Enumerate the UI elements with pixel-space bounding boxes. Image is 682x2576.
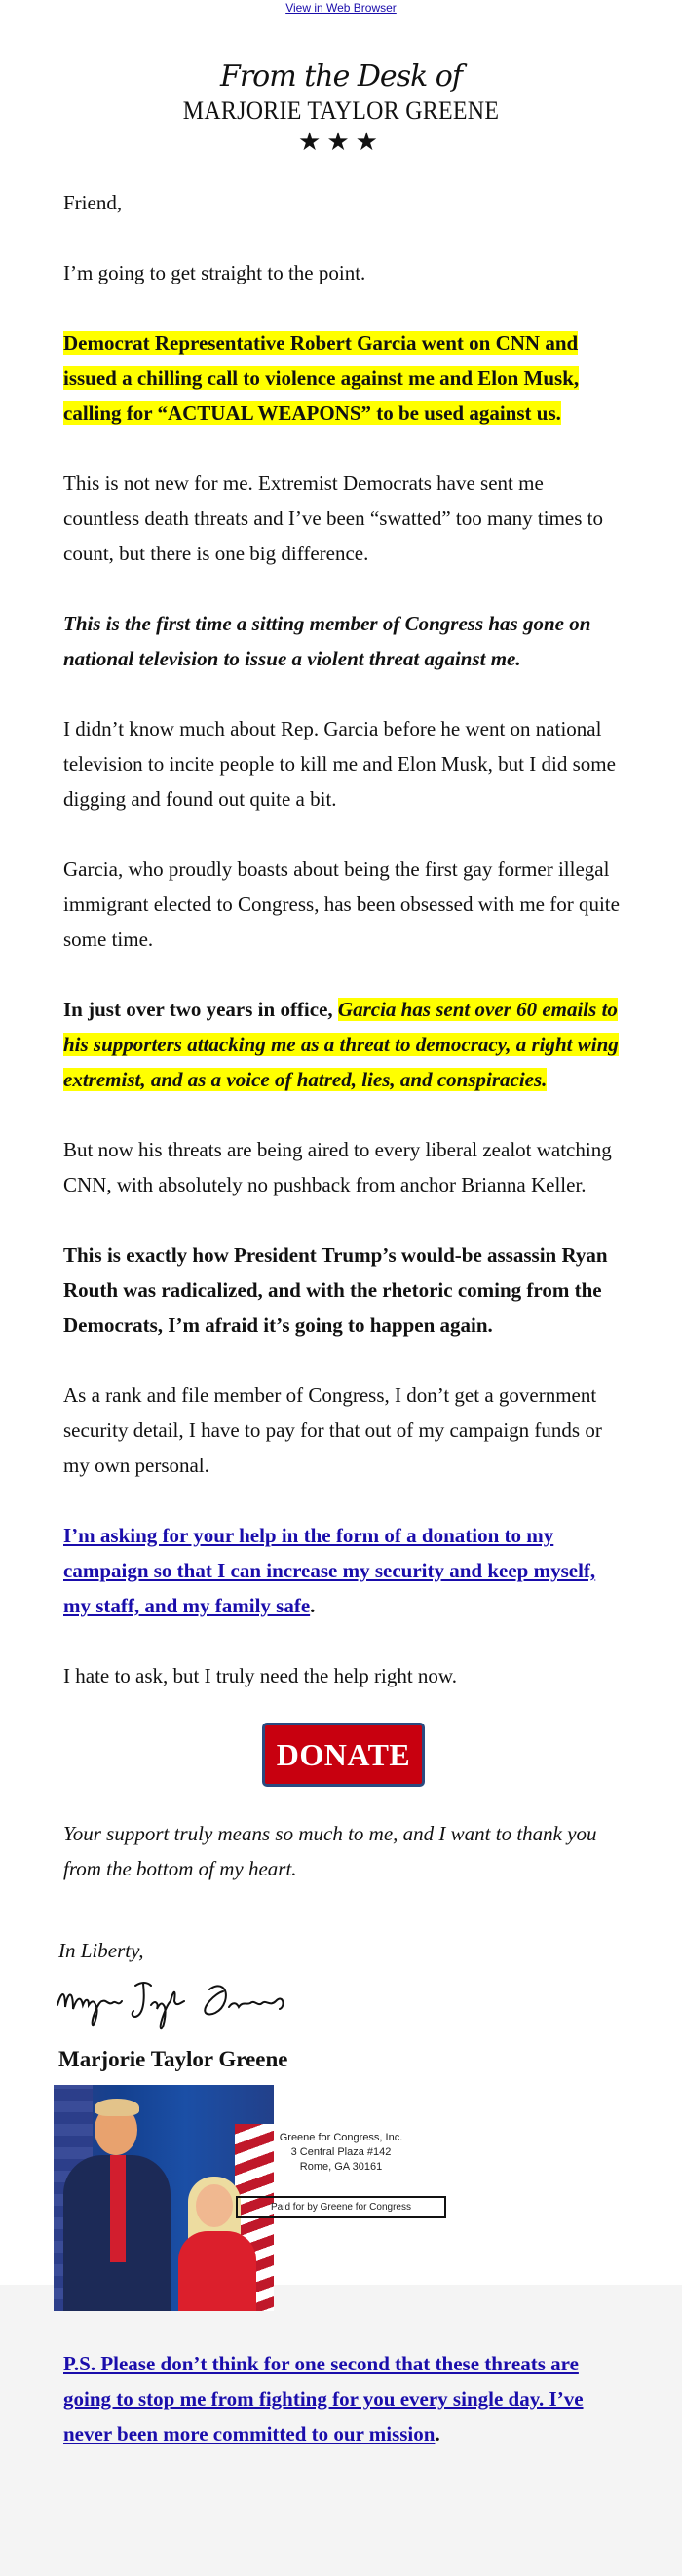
lead-text: In just over two years in office, [63,998,338,1021]
view-in-browser-link[interactable]: View in Web Browser [285,1,397,15]
sender-name-heading: MARJORIE TAYLOR GREENE [182,96,500,125]
paragraph: Garcia, who proudly boasts about being the first gay former illegal immigrant elected to Congress, has been obsessed with me for quite some time. [63,857,620,951]
paragraph-mixed [63,992,624,1097]
masthead [0,57,682,157]
footer [0,2131,682,2218]
footer-address-line2: Rome, GA 30161 [299,2161,383,2173]
donation-link[interactable]: I’m asking for your help in the form of a donation to my campaign so that I can increase my security and keep myself, my staff, and my family safe [63,1524,596,1617]
signature-icon [54,1972,307,2036]
period: . [310,1594,316,1617]
paragraph: I’m going to get straight to the point. [63,261,366,284]
paragraph: I didn’t know much about Rep. Garcia before he went on national television to incite people to kill me and Elon Musk, but I did some digging and found out quite a bit. [63,717,616,811]
greeting: Friend, [63,191,123,214]
stars-icon: ★★★ [298,128,384,156]
period: . [435,2422,440,2445]
paragraph-emphasis: This is the first time a sitting member of Congress has gone on national television to issue a violent threat against me. [63,612,591,670]
footer-address-line1: 3 Central Plaza #142 [290,2146,392,2158]
donate-button[interactable]: DONATE [262,1723,426,1787]
highlighted-text: Democrat Representative Robert Garcia went on CNN and issued a chilling call to violence against me and Elon Musk, calling for “ACTUAL WEAPONS” to be used against us. [63,331,580,425]
paragraph: I hate to ask, but I truly need the help right now. [63,1664,457,1687]
paragraph-bold: This is exactly how President Trump’s would-be assassin Ryan Routh was radicalized, and with the rhetoric coming from the Democrats, I’m afraid it’s going to happen again. [63,1243,608,1337]
postscript-link[interactable]: P.S. Please don’t think for one second that these threats are going to stop me from fighting for you every single day. I’ve never been more committed to our mission [63,2352,584,2445]
paragraph: As a rank and file member of Congress, I don’t get a government security detail, I have to pay for that out of my campaign funds or my own personal. [63,1383,602,1477]
signed-name: Marjorie Taylor Greene [58,2047,288,2071]
closing: In Liberty, [58,1939,144,1962]
donate-container [63,1723,624,1787]
paragraph-highlighted [63,325,624,431]
highlighted-text: Garcia has sent over 60 emails to his supporters attacking me as a threat to democracy, a right wing extremist, and as a voice of hatred, lies, and conspiracies. [63,998,619,1091]
paragraph: But now his threats are being aired to every liberal zealot watching CNN, with absolutely no pushback from anchor Brianna Keller. [63,1138,612,1196]
postscript [63,2346,624,2451]
paid-for-disclaimer: Paid for by Greene for Congress [236,2196,446,2218]
signature-image [54,1972,624,2036]
person-hair [95,2099,139,2116]
paragraph: This is not new for me. Extremist Democrats have sent me countless death threats and I’ve been “swatted” too many times to count, but there is one big difference. [63,472,603,565]
footer-org: Greene for Congress, Inc. [279,2132,403,2143]
paragraph-donation-ask [63,1518,624,1623]
paragraph-thanks: Your support truly means so much to me, and I want to thank you from the bottom of my heart. [63,1822,597,1880]
person-dress [178,2231,256,2311]
desk-line: From the Desk of [220,59,462,94]
